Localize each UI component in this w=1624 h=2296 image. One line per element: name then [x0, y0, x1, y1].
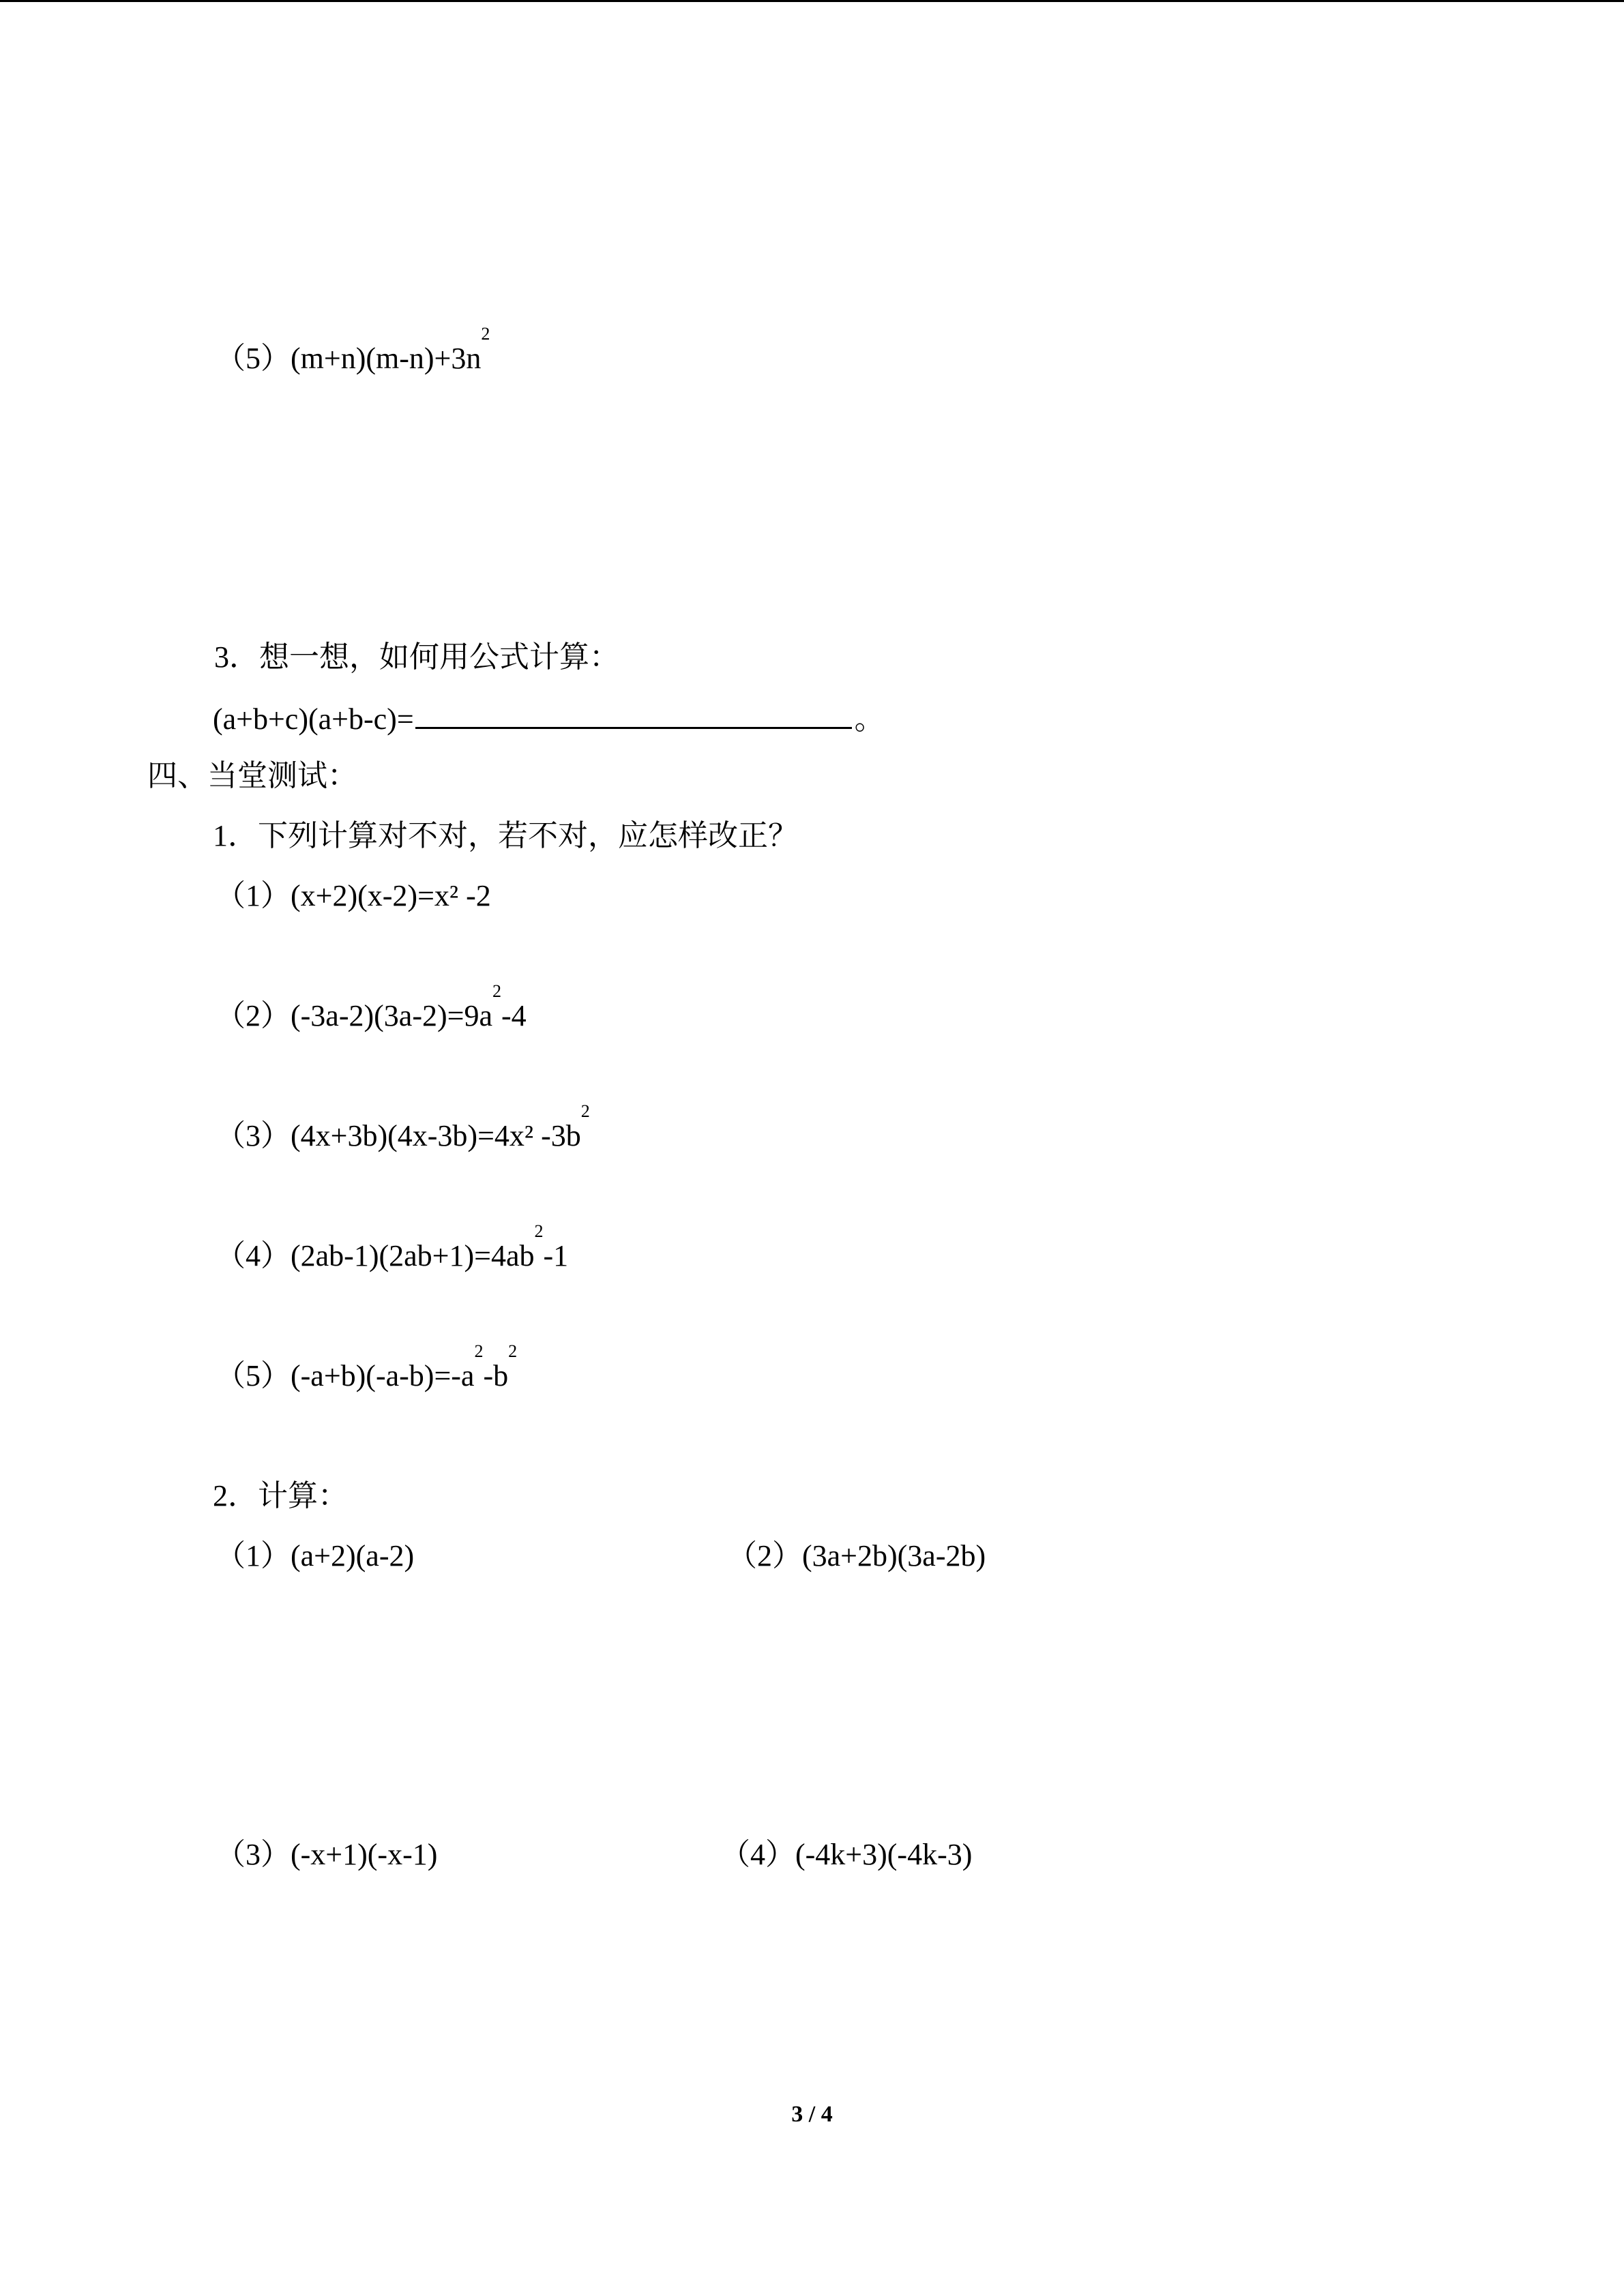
- test-2-item-1-label: （1）: [216, 1539, 291, 1572]
- answer-blank[interactable]: [415, 697, 852, 729]
- test-1-item-5-expr-b: -b: [483, 1359, 509, 1392]
- test-1-item-5: [216, 1341, 518, 1397]
- test-2-title: 2．计算：: [213, 1479, 348, 1512]
- problem-3-end: 。: [854, 702, 885, 736]
- test-1-item-3-label: （3）: [216, 1119, 291, 1152]
- test-1-item-5-sup-a: 2: [474, 1341, 484, 1361]
- test-1-item-5-label: （5）: [216, 1359, 291, 1392]
- test-1-item-1-label: （1）: [216, 879, 291, 912]
- test-2-item-4-label: （4）: [720, 1838, 795, 1871]
- test-2-item-1-expr: (a+2)(a-2): [291, 1539, 415, 1572]
- test-1-item-2-label: （2）: [216, 999, 291, 1032]
- problem-2-5: [216, 324, 490, 379]
- test-1-item-3-expr-a: (4x+3b)(4x-3b)=4x² -3b: [291, 1119, 581, 1152]
- test-2-item-3-expr: (-x+1)(-x-1): [291, 1838, 438, 1871]
- problem-2-5-label: （5）: [216, 342, 291, 375]
- test-1-item-2-expr-b: -4: [501, 999, 527, 1032]
- test-2-item-2-expr: (3a+2b)(3a-2b): [802, 1539, 986, 1572]
- test-1-item-2-expr-a: (-3a-2)(3a-2)=9a: [291, 999, 492, 1032]
- test-1-item-4: [216, 1221, 569, 1277]
- problem-2-5-sup: 2: [481, 324, 490, 344]
- problem-2-5-expr: (m+n)(m-n)+3n: [291, 342, 482, 375]
- test-1-item-2: [216, 981, 527, 1037]
- test-2-item-3: [216, 1834, 437, 1875]
- test-2-item-2: [727, 1536, 986, 1577]
- page-top-border: [0, 0, 1624, 2]
- test-1-item-3: [216, 1101, 590, 1157]
- section-4-title: 四、当堂测试：: [147, 759, 357, 792]
- problem-3-fill: [213, 697, 885, 740]
- test-2-item-1: [216, 1536, 414, 1577]
- test-1-item-4-expr-a: (2ab-1)(2ab+1)=4ab: [291, 1239, 535, 1272]
- test-1-item-4-label: （4）: [216, 1239, 291, 1272]
- test-1-item-3-sup: 2: [580, 1101, 590, 1121]
- test-1-item-2-sup: 2: [492, 981, 501, 1001]
- problem-3-title: 3．想一想，如何用公式计算：: [214, 640, 619, 674]
- test-1-item-5-sup-b: 2: [508, 1341, 518, 1361]
- test-1-title: 1．下列计算对不对，若不对，应怎样改正？: [213, 819, 798, 852]
- test-1-item-4-expr-b: -1: [543, 1239, 569, 1272]
- problem-3-expr: (a+b+c)(a+b-c)=: [213, 702, 414, 736]
- test-2-item-2-label: （2）: [727, 1539, 802, 1572]
- test-1-item-5-expr-a: (-a+b)(-a-b)=-a: [291, 1359, 475, 1392]
- test-2-item-4: [720, 1834, 972, 1875]
- test-1-item-1: [216, 876, 491, 916]
- test-2-item-3-label: （3）: [216, 1838, 291, 1871]
- test-2-item-4-expr: (-4k+3)(-4k-3): [795, 1838, 973, 1871]
- page-number: 3 / 4: [791, 2102, 833, 2127]
- test-1-item-1-expr: (x+2)(x-2)=x² -2: [291, 879, 491, 912]
- test-1-item-4-sup: 2: [534, 1221, 544, 1241]
